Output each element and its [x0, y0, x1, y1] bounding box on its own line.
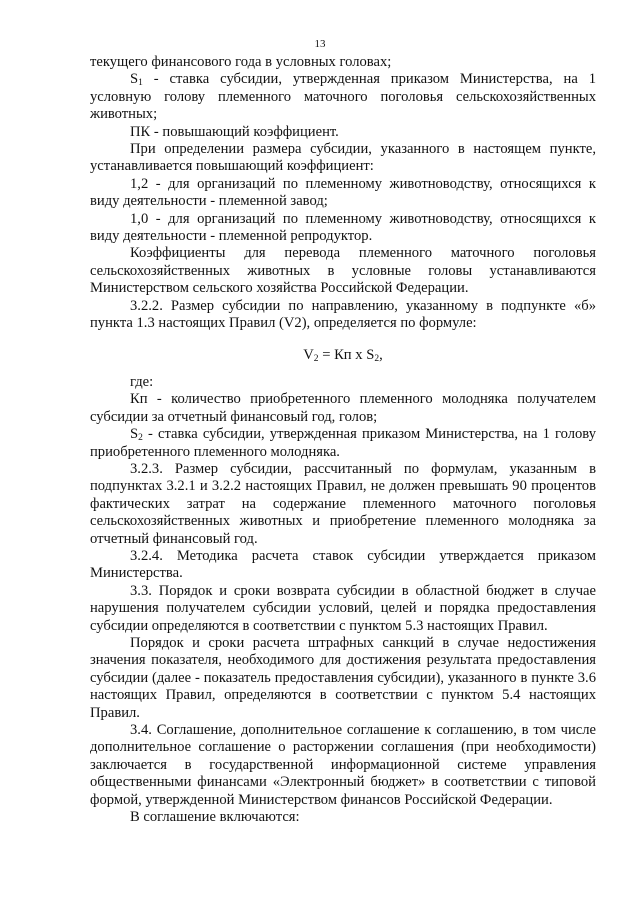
paragraph: где: [130, 373, 154, 390]
symbol: S [130, 426, 139, 443]
paragraph-s2-definition [90, 426, 596, 461]
paragraph: Порядок и сроки расчета штрафных санкций в случае недостижения значения показателя, необходимого для достижения результата предоставления субсидии (далее - показатель предоставления субсидии), указанного в пункте 3.6 настоящих Правил, определяются в соответствии с пунктом 5.4 настоящих Правил. [90, 635, 596, 721]
subscript: 2 [138, 433, 143, 444]
subscript: 1 [138, 78, 143, 89]
formula-part: = Кп х S [318, 346, 375, 363]
page-number: 13 [314, 38, 326, 50]
paragraph: 3.2.2. Размер субсидии по направлению, указанному в подпункте «б» пункта 1.3 настоящих Правил (V2), определяется по формуле: [90, 297, 596, 332]
text: - ставка субсидии, утвержденная приказом Министерства, на 1 голову приобретенного племенного молодняка. [90, 426, 596, 460]
subscript: 2 [313, 353, 319, 364]
paragraph: ПК - повышающий коэффициент. [130, 123, 339, 140]
paragraph: Коэффициенты для перевода племенного маточного поголовья сельскохозяйственных животных в условные головы устанавливаются Министерством сельского хозяйства Российской Федерации. [90, 245, 596, 297]
paragraph: Кп - количество приобретенного племенного молодняка получателем субсидии за отчетный финансовый год, голов; [90, 391, 596, 425]
paragraph: 3.2.4. Методика расчета ставок субсидии утверждается приказом Министерства. [90, 547, 596, 582]
paragraph-s1-definition [90, 71, 596, 123]
paragraph: текущего финансового года в условных головах; [90, 54, 392, 70]
paragraph: При определении размера субсидии, указанного в настоящем пункте, устанавливается повышающий коэффициент: [90, 141, 596, 175]
subscript: 2 [374, 353, 380, 364]
document-body [90, 54, 596, 826]
formula-part: , [379, 346, 383, 363]
paragraph: 1,2 - для организаций по племенному животноводству, относящихся к виду деятельности - племенной завод; [90, 175, 596, 210]
formula-part: V [303, 346, 314, 363]
symbol: S [130, 71, 139, 88]
formula [90, 347, 596, 364]
paragraph: В соглашение включаются: [130, 809, 300, 826]
paragraph: 3.2.3. Размер субсидии, рассчитанный по формулам, указанным в подпунктах 3.2.1 и 3.2.2 настоящих Правил, не должен превышать 90 процентов фактических затрат на содержание племенного маточного поголовья сельскохозяйственных животных и приобретение племенного молодняка за отчетный финансовый год. [90, 460, 596, 547]
paragraph: 3.3. Порядок и сроки возврата субсидии в областной бюджет в случае нарушения получателем субсидии условий, целей и порядка предоставления субсидии определяются в соответствии с пунктом 5.3 настоящих Правил. [90, 582, 596, 634]
paragraph: 3.4. Соглашение, дополнительное соглашение к соглашению, в том числе дополнительное соглашение о расторжении соглашения (при необходимости) заключается в государственной информационной системе управления общественными финансами «Электронный бюджет» в соответствии с типовой формой, утвержденной Министерством финансов Российской Федерации. [90, 722, 596, 808]
text: - ставка субсидии, утвержденная приказом Министерства, на 1 условную голову племенного маточного поголовья сельскохозяйственных животных; [90, 71, 596, 123]
paragraph: 1,0 - для организаций по племенному животноводству, относящихся к виду деятельности - племенной репродуктор. [90, 210, 596, 245]
